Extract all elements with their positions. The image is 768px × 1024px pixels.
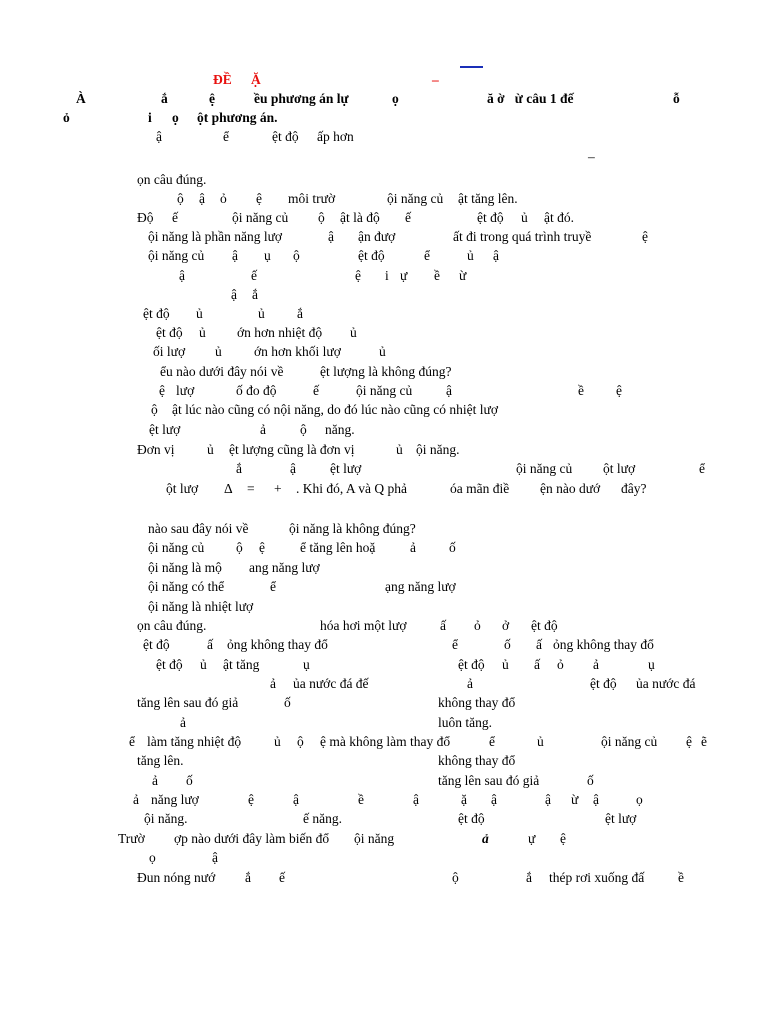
text-fragment: ệt lượ — [330, 461, 362, 476]
text-fragment: ấ — [534, 657, 540, 672]
text-fragment: Δ — [224, 481, 233, 496]
text-fragment: tăng lên sau đó giả — [438, 773, 540, 788]
instruction-text: i — [148, 110, 152, 125]
text-fragment: ả — [152, 773, 158, 788]
text-fragment: ớn hơn khối lượ — [254, 344, 341, 359]
text-line — [0, 538, 768, 557]
text-line — [0, 127, 768, 146]
text-fragment: ọ — [149, 850, 156, 865]
text-fragment: ội năng — [354, 831, 395, 846]
text-fragment: ế — [251, 268, 257, 283]
text-fragment: ể — [223, 129, 229, 144]
text-fragment: ội năng củ — [148, 540, 205, 555]
text-line — [0, 227, 768, 246]
text-fragment: ận đượ — [358, 229, 396, 244]
text-fragment: ệ — [259, 540, 265, 555]
text-fragment: ả — [180, 715, 186, 730]
text-line — [0, 616, 768, 635]
text-fragment: ắ — [252, 287, 258, 302]
text-fragment: ặ — [461, 792, 467, 807]
text-fragment: ủ — [200, 657, 207, 672]
text-fragment: ủ — [207, 442, 214, 457]
text-fragment: ộ — [236, 540, 243, 555]
text-fragment: ội năng. — [144, 811, 188, 826]
text-fragment: ể — [129, 734, 135, 749]
text-line — [0, 266, 768, 285]
text-fragment: ắ — [236, 461, 242, 476]
text-line — [0, 170, 768, 189]
text-fragment: ệt độ — [156, 325, 183, 340]
text-fragment: ội năng củ — [516, 461, 573, 476]
instruction-line-2 — [0, 108, 768, 127]
text-line — [0, 342, 768, 361]
text-fragment: ụ — [264, 248, 271, 263]
text-fragment: ủ — [215, 344, 222, 359]
text-fragment: ệt độ — [156, 657, 183, 672]
text-fragment: ừ — [571, 792, 579, 807]
text-line — [0, 655, 768, 674]
text-line — [0, 771, 768, 790]
text-fragment: lượ — [176, 383, 195, 398]
text-fragment: ể — [489, 734, 495, 749]
text-fragment: ệt độ — [477, 210, 504, 225]
text-fragment: ộ — [297, 734, 304, 749]
text-fragment: ủ — [521, 210, 528, 225]
instruction-text: ọ — [392, 91, 399, 106]
text-fragment: ội năng củ — [148, 248, 205, 263]
text-fragment: ệt độ — [272, 129, 299, 144]
instruction-text: ắ — [161, 91, 168, 106]
text-fragment: ế — [172, 210, 178, 225]
text-fragment: ố — [504, 637, 511, 652]
text-fragment: tăng lên. — [137, 753, 184, 768]
text-line — [0, 635, 768, 654]
text-fragment: ật tăng — [223, 657, 260, 672]
decorative-rule — [460, 66, 483, 68]
instruction-text: ột phương án. — [197, 110, 278, 125]
text-fragment: ấ — [207, 637, 213, 652]
text-fragment: ủa nước đá đế — [293, 676, 369, 691]
text-fragment: ội năng củ — [356, 383, 413, 398]
text-line — [0, 208, 768, 227]
text-fragment: ộ — [452, 870, 459, 885]
text-fragment: đây? — [621, 481, 647, 496]
text-fragment: ậ — [212, 850, 218, 865]
text-fragment: ấp hơn — [317, 129, 354, 144]
text-line — [0, 693, 768, 712]
text-fragment: Độ — [137, 210, 154, 225]
text-fragment: ậ — [199, 191, 205, 206]
text-fragment: ệt độ — [590, 676, 617, 691]
text-line — [0, 400, 768, 419]
text-fragment: ề — [678, 870, 684, 885]
instruction-text: ỗ — [673, 91, 680, 106]
text-fragment: ể tăng lên hoặ — [300, 540, 376, 555]
text-line — [0, 420, 768, 439]
text-fragment: ệ — [642, 229, 648, 244]
title-line — [0, 70, 768, 89]
text-fragment: ỏ — [474, 618, 481, 633]
text-fragment: ề — [434, 268, 440, 283]
text-fragment: ật tăng lên. — [458, 191, 518, 206]
text-fragment: thép rơi xuống đấ — [549, 870, 645, 885]
text-line — [0, 713, 768, 732]
text-fragment: ố đo độ — [236, 383, 277, 398]
text-fragment: ả — [593, 657, 599, 672]
text-fragment: ậ — [232, 248, 238, 263]
text-fragment: ủ — [199, 325, 206, 340]
text-fragment: ậ — [446, 383, 452, 398]
text-fragment: ệt lượng là không đúng? — [320, 364, 452, 379]
text-fragment: ở — [502, 618, 510, 633]
text-fragment: ội năng củ — [387, 191, 444, 206]
text-fragment: ệt độ — [143, 306, 170, 321]
text-fragment: ế — [279, 870, 285, 885]
text-fragment: ật lúc nào cũng có nội năng, do đó lúc nào cũng có nhiệt lượ — [172, 402, 498, 417]
text-fragment: ệ — [159, 383, 165, 398]
instruction-text: À — [76, 91, 86, 106]
text-fragment: ội năng là mộ — [148, 560, 222, 575]
text-fragment: ế năng. — [303, 811, 342, 826]
text-fragment: ả — [467, 676, 473, 691]
text-fragment: ểu nào dưới đây nói về — [160, 364, 284, 379]
text-fragment: ớn hơn nhiệt độ — [237, 325, 323, 340]
text-line — [0, 362, 768, 381]
text-fragment: ệt độ — [458, 657, 485, 672]
text-fragment: – — [588, 149, 595, 164]
text-fragment: ậ — [593, 792, 599, 807]
text-fragment: ủa nước đá — [636, 676, 696, 691]
text-fragment: ệt lượ — [605, 811, 637, 826]
text-fragment: ệ — [248, 792, 254, 807]
text-fragment: ắ — [526, 870, 532, 885]
text-fragment: ệt độ — [358, 248, 385, 263]
text-fragment: ề — [578, 383, 584, 398]
text-fragment: ệ — [686, 734, 692, 749]
text-fragment: ụ — [648, 657, 655, 672]
text-fragment: ệ — [355, 268, 361, 283]
text-fragment: ậ — [293, 792, 299, 807]
text-fragment: ả — [260, 422, 266, 437]
text-line — [0, 285, 768, 304]
text-line — [0, 381, 768, 400]
text-fragment: nào sau đây nói về — [148, 521, 249, 536]
text-line — [0, 304, 768, 323]
text-fragment: tăng lên sau đó giả — [137, 695, 239, 710]
text-fragment: ộ — [318, 210, 325, 225]
text-fragment: ủ — [467, 248, 474, 263]
text-fragment: ệt lượng cũng là đơn vị — [229, 442, 355, 457]
text-fragment: ộ — [300, 422, 307, 437]
text-fragment: ội năng là nhiệt lượ — [148, 599, 254, 614]
text-fragment: ậ — [231, 287, 237, 302]
text-fragment: ậ — [493, 248, 499, 263]
text-fragment: ấ — [440, 618, 446, 633]
text-fragment: óa mãn điề — [450, 481, 510, 496]
text-fragment: ối lượ — [153, 344, 186, 359]
text-fragment: ợp nào dưới đây làm biến đổ — [174, 831, 330, 846]
text-fragment: + — [274, 481, 282, 496]
text-line — [0, 147, 768, 166]
text-fragment: ế — [313, 383, 319, 398]
text-line — [0, 189, 768, 208]
text-fragment: ỏ — [220, 191, 227, 206]
text-fragment: ệ — [256, 191, 262, 206]
text-fragment: ội năng củ — [601, 734, 658, 749]
instruction-line-1 — [0, 89, 768, 108]
text-fragment: . Khi đó, A và Q phả — [296, 481, 407, 496]
instruction-text: ệ — [209, 91, 215, 106]
text-line — [0, 848, 768, 867]
text-fragment: ủ — [196, 306, 203, 321]
text-fragment: ể — [699, 461, 705, 476]
title-left: ĐỀ — [213, 72, 232, 87]
text-fragment: ỏ — [557, 657, 564, 672]
text-fragment: Đơn vị — [137, 442, 175, 457]
text-fragment: không thay đổ — [438, 753, 516, 768]
instruction-text: ọ — [172, 110, 179, 125]
text-fragment: hóa hơi một lượ — [320, 618, 407, 633]
text-line — [0, 868, 768, 887]
text-fragment: ất đi trong quá trình truyề — [453, 229, 592, 244]
text-fragment: ề — [358, 792, 364, 807]
text-fragment: ột lượ — [603, 461, 636, 476]
text-line — [0, 732, 768, 751]
instruction-text: ỏ — [63, 110, 70, 125]
text-fragment: ội năng là không đúng? — [289, 521, 416, 536]
text-line — [0, 323, 768, 342]
text-fragment: ắ — [297, 306, 303, 321]
text-fragment: ỏng không thay đổ — [553, 637, 654, 652]
text-fragment: ấ — [536, 637, 542, 652]
text-fragment: = — [247, 481, 255, 496]
text-fragment: ội năng có thể — [148, 579, 225, 594]
text-fragment: ự — [400, 268, 408, 283]
instruction-text: ều phương án lự — [254, 91, 349, 106]
text-fragment: ật đó. — [544, 210, 574, 225]
text-fragment: ậ — [156, 129, 162, 144]
text-fragment: ậ — [545, 792, 551, 807]
title-dash: – — [432, 72, 439, 87]
text-line — [0, 597, 768, 616]
text-fragment: ự — [528, 831, 536, 846]
text-fragment: ang năng lượ — [249, 560, 320, 575]
text-line — [0, 829, 768, 848]
text-fragment: Đun nóng nướ — [137, 870, 216, 885]
text-fragment: ệt độ — [143, 637, 170, 652]
text-line — [0, 558, 768, 577]
text-fragment: môi trườ — [288, 191, 336, 206]
text-line — [0, 809, 768, 828]
title-right: Ặ — [251, 72, 261, 87]
text-fragment: ủ — [258, 306, 265, 321]
text-fragment: ả — [410, 540, 416, 555]
text-fragment: ể — [452, 637, 458, 652]
text-line — [0, 751, 768, 770]
text-fragment: ả — [482, 831, 489, 846]
text-line — [0, 246, 768, 265]
text-fragment: ệt độ — [458, 811, 485, 826]
text-fragment: ố — [587, 773, 594, 788]
text-fragment: ạng năng lượ — [385, 579, 456, 594]
text-fragment: ội năng củ — [232, 210, 289, 225]
text-line — [0, 577, 768, 596]
text-fragment: ệt lượ — [149, 422, 181, 437]
text-fragment: làm tăng nhiệt độ — [147, 734, 242, 749]
text-fragment: ậ — [328, 229, 334, 244]
text-fragment: luôn tăng. — [438, 715, 492, 730]
text-fragment: ỏng không thay đổ — [227, 637, 328, 652]
text-fragment: ắ — [245, 870, 251, 885]
text-fragment: ủ — [396, 442, 403, 457]
text-line — [0, 519, 768, 538]
text-fragment: ậ — [179, 268, 185, 283]
text-fragment: ẽ — [701, 734, 707, 749]
text-fragment: ội năng. — [416, 442, 460, 457]
text-fragment: ủ — [379, 344, 386, 359]
text-line — [0, 459, 768, 478]
text-fragment: ậ — [290, 461, 296, 476]
text-fragment: ộ — [293, 248, 300, 263]
text-fragment: Trườ — [118, 831, 145, 846]
text-fragment: ố — [186, 773, 193, 788]
text-fragment: ố — [449, 540, 456, 555]
text-fragment: ố — [284, 695, 291, 710]
text-fragment: i — [385, 268, 389, 283]
text-fragment: ệ — [560, 831, 566, 846]
text-fragment: năng. — [325, 422, 355, 437]
text-fragment: ụ — [303, 657, 310, 672]
text-fragment: ủ — [502, 657, 509, 672]
text-fragment: ện nào dướ — [540, 481, 601, 496]
instruction-text: ă ờ ừ câu 1 đế — [487, 91, 574, 106]
text-fragment: ệt độ — [531, 618, 558, 633]
text-fragment: ật là độ — [340, 210, 380, 225]
text-line — [0, 674, 768, 693]
text-line — [0, 790, 768, 809]
text-fragment: năng lượ — [151, 792, 199, 807]
text-fragment: không thay đổ — [438, 695, 516, 710]
text-line — [0, 479, 768, 498]
text-fragment: ội năng là phần năng lượ — [148, 229, 283, 244]
text-fragment: ộ — [151, 402, 158, 417]
text-fragment: ừ — [459, 268, 467, 283]
text-fragment: ậ — [491, 792, 497, 807]
text-fragment: ể — [270, 579, 276, 594]
text-fragment: ể — [424, 248, 430, 263]
text-fragment: ọn câu đúng. — [137, 172, 207, 187]
text-fragment: ế — [405, 210, 411, 225]
text-fragment: ủ — [350, 325, 357, 340]
text-fragment: ả — [133, 792, 139, 807]
text-fragment: ủ — [537, 734, 544, 749]
text-fragment: ệ — [616, 383, 622, 398]
text-fragment: ậ — [413, 792, 419, 807]
text-fragment: ọ — [636, 792, 643, 807]
text-fragment: ọn câu đúng. — [137, 618, 207, 633]
text-fragment: ột lượ — [166, 481, 199, 496]
text-fragment: ả — [270, 676, 276, 691]
text-fragment: ộ — [177, 191, 184, 206]
text-fragment: ủ — [274, 734, 281, 749]
text-line — [0, 440, 768, 459]
text-fragment: ệ mà không làm thay đổ — [320, 734, 451, 749]
